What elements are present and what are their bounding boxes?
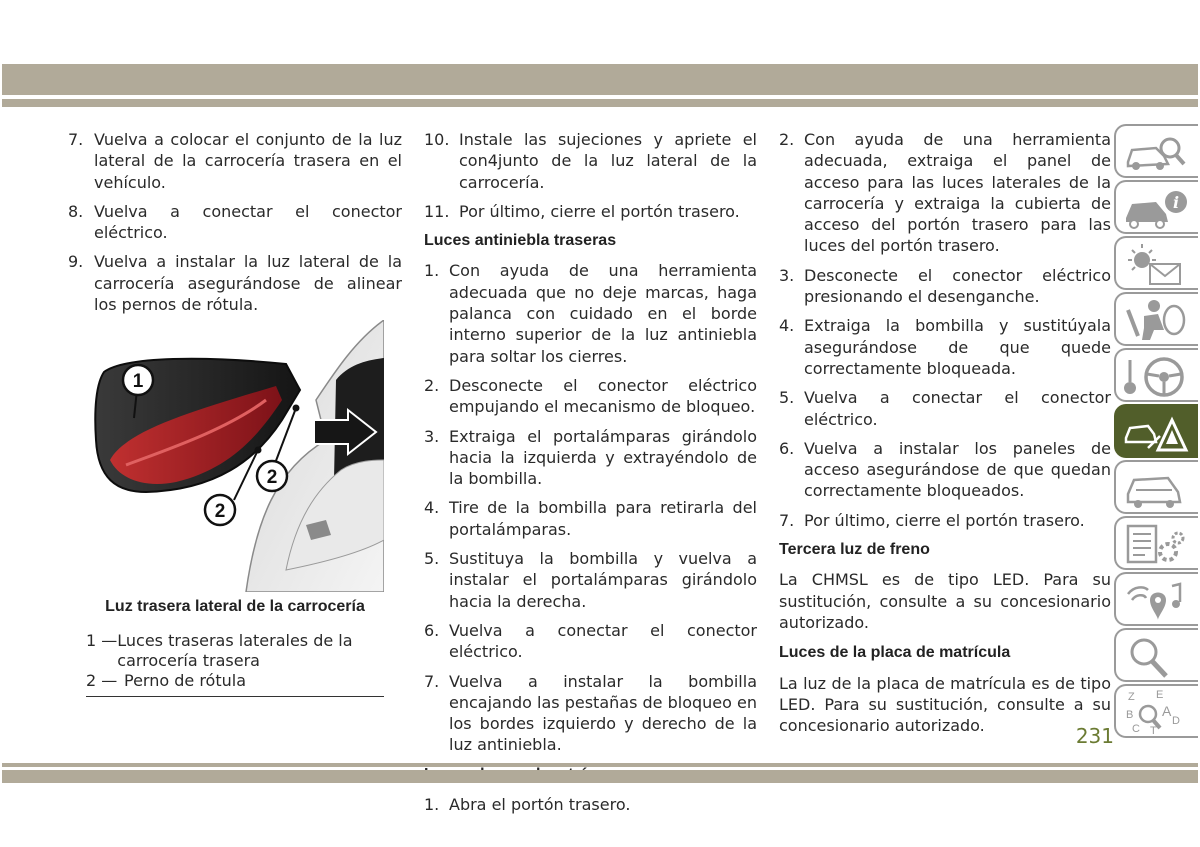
legend-text: Perno de rótula	[124, 671, 246, 690]
list-item	[68, 129, 402, 193]
list-item	[424, 375, 757, 418]
tab-index-search[interactable]	[1114, 628, 1198, 682]
legend-key: 1 —	[86, 631, 118, 650]
section-heading-third-brake-light: Tercera luz de freno	[779, 541, 930, 559]
car-search-icon	[1120, 128, 1196, 178]
paragraph: La CHMSL es de tipo LED. Para su sustitución, consulte a su concesionario autorizado.	[779, 570, 1111, 632]
list-item	[424, 426, 757, 490]
list-number: 7.	[424, 671, 440, 691]
multimedia-location-icon	[1120, 576, 1196, 626]
footer-band-stripe	[2, 763, 1198, 767]
list-item	[779, 315, 1111, 379]
callout-2-label: 2	[214, 501, 226, 522]
list-item	[424, 548, 757, 612]
list-text: Por último, cierre el portón trasero.	[804, 510, 1085, 530]
list-item	[779, 510, 1111, 531]
list-number: 8.	[68, 201, 84, 221]
list-text: Vuelva a instalar la bombilla encajando las pestañas de bloqueo en los bordes izquierdo y derecho de la luz antiniebla.	[449, 671, 757, 755]
list-text: Vuelva a conectar el conector eléctrico.	[94, 201, 402, 243]
list-number: 7.	[779, 510, 795, 530]
car-service-icon	[1120, 464, 1196, 514]
list-number: 2.	[779, 130, 795, 149]
tab-multimedia[interactable]	[1114, 572, 1198, 626]
column-3	[779, 129, 1111, 745]
index-letter: B	[1126, 709, 1134, 721]
header-band-stripe	[2, 99, 1198, 107]
callout-2-label: 2	[266, 467, 278, 488]
list-number: 7.	[68, 130, 84, 149]
legend-text: Luces traseras laterales de la carrocería trasera	[117, 631, 353, 670]
list-number: 5.	[779, 388, 795, 408]
list-item	[68, 251, 402, 315]
list-text: Vuelva a conectar el conector eléctrico.	[449, 620, 757, 662]
list-number: 3.	[424, 426, 440, 446]
list-number: 4.	[779, 316, 795, 336]
section-heading-license-plate-lights: Luces de la placa de matrícula	[779, 644, 1011, 662]
tab-servicing[interactable]	[1114, 460, 1198, 514]
list-item	[424, 260, 757, 366]
column-2	[424, 129, 757, 823]
callout-1-label: 1	[132, 371, 144, 392]
list-item	[779, 387, 1111, 430]
list-item	[424, 201, 757, 222]
list-text: Vuelva a instalar la luz lateral de la carrocería asegurándose de alinear los pernos de rótula.	[94, 252, 402, 315]
list-item	[424, 671, 757, 756]
index-letter: D	[1172, 715, 1180, 727]
list-number: 5.	[424, 549, 440, 569]
list-text: Vuelva a instalar los paneles de acceso asegurándose de que quedan correctamente bloqueados.	[804, 438, 1111, 501]
car-breakdown-warning-icon	[1120, 408, 1196, 458]
list-number: 11.	[424, 201, 450, 221]
list-text: Desconecte el conector eléctrico presionando el desenganche.	[804, 265, 1111, 307]
list-item	[424, 129, 757, 193]
index-letter: T	[1150, 725, 1157, 737]
tab-car-search[interactable]	[1114, 124, 1198, 178]
list-item	[424, 794, 757, 815]
svg-text:i: i	[1172, 193, 1180, 212]
tab-car-info[interactable]	[1114, 180, 1198, 234]
list-number: 6.	[779, 438, 795, 458]
footer-band	[2, 770, 1198, 783]
page-number: 231	[1075, 724, 1114, 748]
list-text: Con ayuda de una herramienta adecuada que no deje marcas, haga palanca con cuidado en el borde interno superior de la luz antiniebla para soltar los cierres.	[449, 261, 757, 366]
tab-starting-operating[interactable]	[1114, 348, 1198, 402]
legend-row	[86, 671, 384, 691]
list-item	[779, 129, 1111, 257]
list-item	[424, 620, 757, 663]
list-text: Vuelva a colocar el conjunto de la luz lateral de la carrocería trasera en el vehículo.	[94, 130, 402, 192]
list-number: 1.	[424, 795, 440, 815]
figure-caption: Luz trasera lateral de la carrocería	[105, 598, 365, 615]
figure-legend	[86, 631, 384, 691]
list-number: 3.	[779, 265, 795, 285]
list-text: Abra el portón trasero.	[449, 795, 631, 815]
list-item	[68, 201, 402, 244]
list-text: Tire de la bombilla para retirarla del portalámparas.	[449, 498, 757, 539]
tab-emergency[interactable]	[1114, 404, 1198, 458]
list-number: 4.	[424, 498, 440, 518]
paragraph: La luz de la placa de matrícula es de tipo LED. Para su sustitución, consulte a su concesionario autorizado.	[779, 673, 1111, 736]
list-item	[424, 497, 757, 540]
tab-alphabetical-index[interactable]	[1114, 684, 1198, 738]
list-text: Desconecte el conector eléctrico empujando el mecanismo de bloqueo.	[449, 375, 757, 417]
list-text: Extraiga el portalámparas girándolo hacia la izquierda y extrayéndolo de la bombilla.	[449, 426, 757, 489]
steering-key-icon	[1120, 352, 1196, 402]
section-heading-fog-lights: Luces antiniebla traseras	[424, 232, 617, 250]
list-number: 9.	[68, 252, 84, 272]
index-letter: A	[1162, 703, 1172, 719]
legend-divider	[86, 696, 384, 697]
list-number: 6.	[424, 620, 440, 640]
index-letter: E	[1156, 689, 1164, 701]
airbag-seat-icon	[1120, 296, 1196, 346]
list-text: Vuelva a conectar el conector eléctrico.	[804, 388, 1111, 429]
legend-key: 2 —	[86, 671, 118, 690]
car-info-icon	[1120, 184, 1196, 234]
settings-list-icon	[1120, 520, 1196, 570]
header-band	[2, 64, 1198, 95]
list-text: Con ayuda de una herramienta adecuada, extraiga el panel de acceso para las luces laterales de la carrocería y extraiga la cubierta de acceso del portón trasero para las luces del portón trasero.	[804, 130, 1111, 256]
alphabet-index-icon	[1120, 688, 1196, 738]
list-text: Instale las sujeciones y apriete el con4junto de la luz lateral de la carrocería.	[459, 130, 757, 192]
legend-row	[86, 631, 384, 671]
list-item	[779, 265, 1111, 308]
list-number: 1.	[424, 261, 440, 281]
tab-specifications[interactable]	[1114, 516, 1198, 570]
index-letter: Z	[1128, 691, 1135, 703]
list-number: 2.	[424, 375, 440, 395]
tab-safety[interactable]	[1114, 292, 1198, 346]
warning-lights-mail-icon	[1120, 240, 1196, 290]
column-1	[68, 129, 402, 323]
index-letter: C	[1132, 723, 1140, 735]
list-text: Sustituya la bombilla y vuelva a instalar el portalámparas girándolo hacia la derecha.	[449, 549, 757, 611]
list-number: 10.	[424, 130, 450, 149]
tab-warning-lights[interactable]	[1114, 236, 1198, 290]
list-item	[779, 438, 1111, 502]
list-text: Por último, cierre el portón trasero.	[459, 201, 740, 221]
tail-lamp-illustration	[86, 320, 384, 592]
list-text: Extraiga la bombilla y sustitúyala asegurándose de que quede correctamente bloqueada.	[804, 316, 1111, 378]
search-index-icon	[1120, 632, 1196, 682]
